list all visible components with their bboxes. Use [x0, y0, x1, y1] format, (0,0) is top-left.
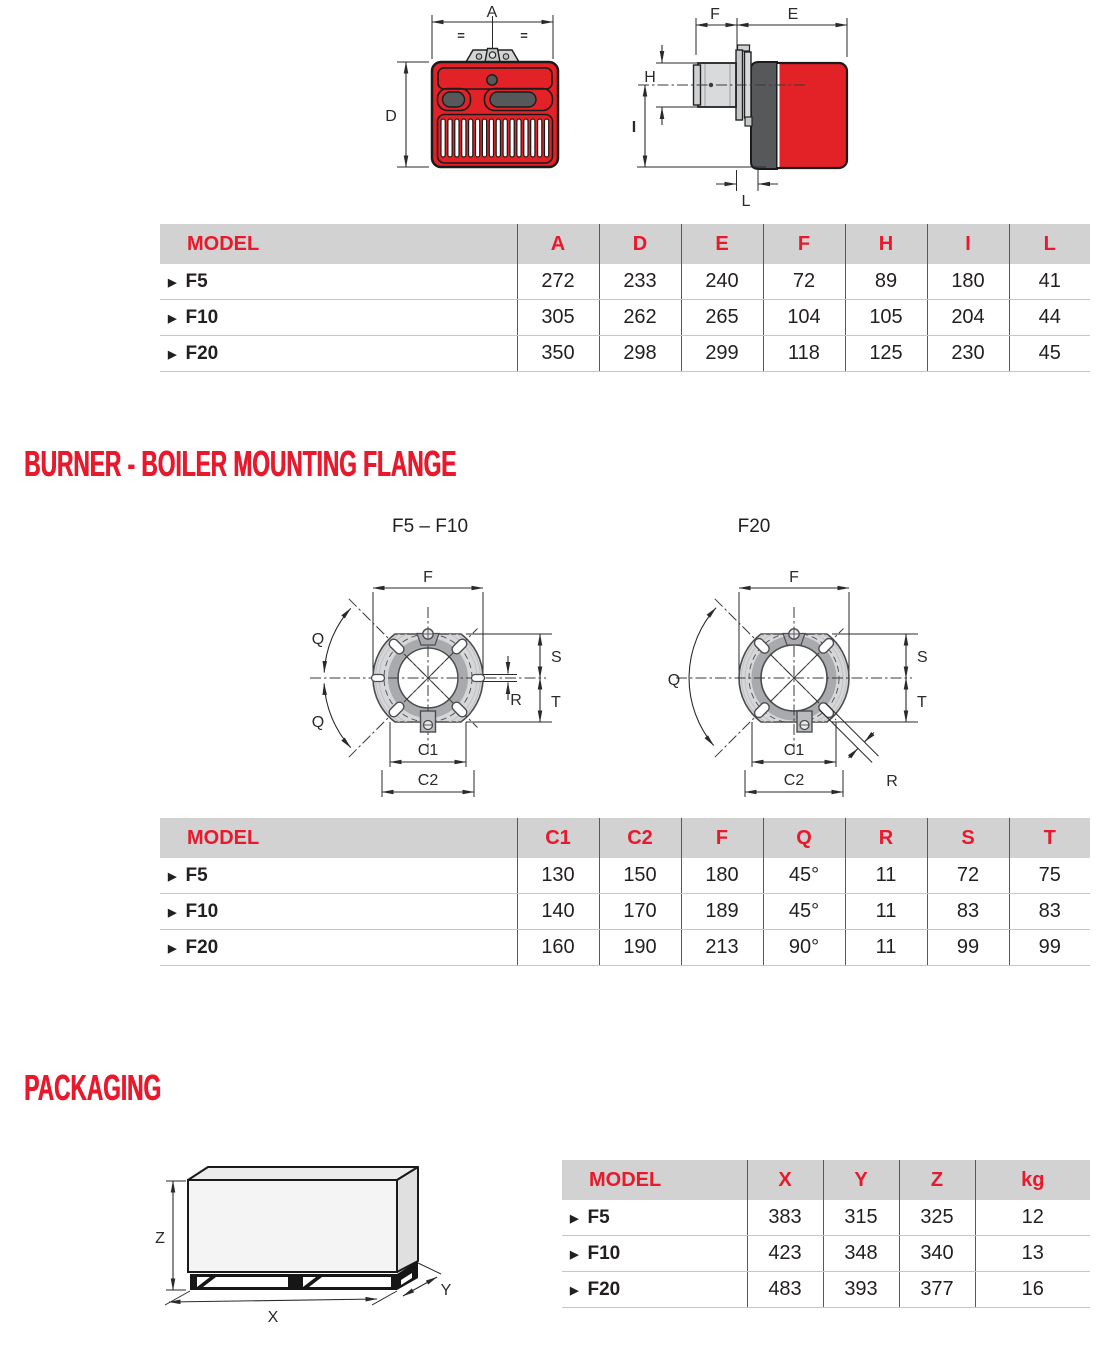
col-header: R [845, 818, 927, 858]
dim-label-i: I [631, 119, 637, 136]
cell: 393 [823, 1272, 899, 1308]
col-header: C2 [599, 818, 681, 858]
cell: 140 [517, 894, 599, 930]
col-header: S [927, 818, 1009, 858]
cell: 99 [1009, 930, 1090, 966]
cell: 89 [845, 264, 927, 300]
col-header: L [1009, 224, 1090, 264]
burner-side-view-drawing [618, 5, 903, 210]
cell: 204 [927, 300, 1009, 336]
cell: 299 [681, 336, 763, 372]
col-header: H [845, 224, 927, 264]
dim-label-a: A [486, 4, 498, 21]
row-marker-icon: ▶ [570, 1212, 579, 1225]
row-marker-icon: ▶ [570, 1284, 579, 1297]
cell: 41 [1009, 264, 1090, 300]
cell: 83 [927, 894, 1009, 930]
cell: 265 [681, 300, 763, 336]
col-header: I [927, 224, 1009, 264]
dim-label-c1: C1 [417, 742, 439, 759]
cell: 72 [763, 264, 845, 300]
dim-label-x: X [267, 1309, 279, 1326]
cell: 72 [927, 858, 1009, 894]
cell: 272 [517, 264, 599, 300]
dim-label-l: L [741, 193, 751, 210]
dim-label-c1: C1 [783, 742, 805, 759]
model-name: F10 [185, 306, 219, 328]
packaging-box-drawing [140, 1150, 485, 1346]
col-header: A [517, 224, 599, 264]
dim-label-q-lower: Q [311, 714, 325, 731]
cell: 340 [899, 1236, 975, 1272]
cell: 189 [681, 894, 763, 930]
burner-front-view-drawing [380, 5, 592, 210]
col-header-model: MODEL [160, 818, 517, 858]
cell: 240 [681, 264, 763, 300]
cell: 423 [747, 1236, 823, 1272]
dim-label-d: D [385, 108, 397, 125]
cell: 45° [763, 858, 845, 894]
sight-glass [487, 75, 497, 85]
model-name: F5 [587, 1206, 610, 1228]
col-header: kg [975, 1160, 1090, 1200]
right-port [490, 92, 536, 107]
model-name: F5 [185, 270, 208, 292]
model-name: F20 [587, 1278, 621, 1300]
cell: 150 [599, 858, 681, 894]
dim-label-h: H [644, 69, 656, 86]
cell: 11 [845, 894, 927, 930]
cell: 180 [927, 264, 1009, 300]
cell: 383 [747, 1200, 823, 1236]
table-row [160, 930, 1090, 966]
left-port [443, 92, 465, 107]
flange-small-title: F5 – F10 [391, 516, 469, 537]
table-row [160, 336, 1090, 372]
table-row [160, 894, 1090, 930]
flange-table [160, 818, 1090, 966]
row-marker-icon: ▶ [168, 348, 177, 361]
equal-mark-left: = [457, 28, 465, 43]
cell: 230 [927, 336, 1009, 372]
cell: 45 [1009, 336, 1090, 372]
dim-label-f: F [789, 569, 799, 586]
col-header: E [681, 224, 763, 264]
packaging-box [188, 1167, 418, 1272]
model-name: F20 [185, 936, 219, 958]
dim-label-y: Y [440, 1282, 452, 1299]
cell: 11 [845, 930, 927, 966]
row-marker-icon: ▶ [168, 870, 177, 883]
col-header: Y [823, 1160, 899, 1200]
cell: 170 [599, 894, 681, 930]
cell: 305 [517, 300, 599, 336]
col-header-model: MODEL [160, 224, 517, 264]
dim-label-q: Q [667, 672, 681, 689]
dim-label-c2: C2 [783, 772, 805, 789]
dimensions-table [160, 224, 1090, 372]
cell: 45° [763, 894, 845, 930]
dim-label-r: R [510, 692, 522, 709]
cell: 99 [927, 930, 1009, 966]
cell: 233 [599, 264, 681, 300]
dim-label-t: T [551, 694, 561, 711]
table-row [160, 858, 1090, 894]
dim-label-z: Z [155, 1230, 165, 1247]
cell: 118 [763, 336, 845, 372]
cell: 298 [599, 336, 681, 372]
dim-label-s: S [917, 649, 928, 666]
cell: 105 [845, 300, 927, 336]
cell: 130 [517, 858, 599, 894]
cell: 75 [1009, 858, 1090, 894]
col-header: Q [763, 818, 845, 858]
cell: 16 [975, 1272, 1090, 1308]
cell: 483 [747, 1272, 823, 1308]
row-marker-icon: ▶ [168, 906, 177, 919]
cell: 90° [763, 930, 845, 966]
row-marker-icon: ▶ [168, 276, 177, 289]
model-name: F10 [587, 1242, 621, 1264]
col-header: T [1009, 818, 1090, 858]
dim-label-f: F [710, 6, 720, 23]
packaging-table [562, 1160, 1090, 1308]
col-header: D [599, 224, 681, 264]
dim-label-r: R [886, 773, 898, 790]
flange-f20-drawing [640, 552, 970, 824]
cell: 377 [899, 1272, 975, 1308]
cell: 180 [681, 858, 763, 894]
cell: 11 [845, 858, 927, 894]
table-header-row [562, 1160, 1090, 1200]
model-name: F10 [185, 900, 219, 922]
dim-label-f: F [423, 569, 433, 586]
table-row [562, 1272, 1090, 1308]
row-marker-icon: ▶ [570, 1248, 579, 1261]
cell: 262 [599, 300, 681, 336]
col-header: C1 [517, 818, 599, 858]
dim-label-c2: C2 [417, 772, 439, 789]
col-header: F [681, 818, 763, 858]
model-name: F20 [185, 342, 219, 364]
cell: 315 [823, 1200, 899, 1236]
section-heading-flange: BURNER - BOILER MOUNTING FLANGE [24, 443, 457, 484]
cell: 213 [681, 930, 763, 966]
flange-large-title: F20 [737, 516, 771, 537]
cell: 348 [823, 1236, 899, 1272]
dim-label-s: S [551, 649, 562, 666]
dim-label-q-upper: Q [311, 631, 325, 648]
cell: 190 [599, 930, 681, 966]
table-header-row [160, 224, 1090, 264]
model-name: F5 [185, 864, 208, 886]
table-row [562, 1200, 1090, 1236]
col-header: X [747, 1160, 823, 1200]
table-row [160, 264, 1090, 300]
col-header: F [763, 224, 845, 264]
cell: 104 [763, 300, 845, 336]
table-row [562, 1236, 1090, 1272]
cell: 12 [975, 1200, 1090, 1236]
cell: 350 [517, 336, 599, 372]
cell: 125 [845, 336, 927, 372]
cell: 325 [899, 1200, 975, 1236]
table-header-row [160, 818, 1090, 858]
col-header-model: MODEL [562, 1160, 747, 1200]
row-marker-icon: ▶ [168, 312, 177, 325]
table-row [160, 300, 1090, 336]
section-heading-packaging: PACKAGING [24, 1067, 161, 1108]
burner-front-cover [751, 62, 777, 169]
mounting-bracket [466, 49, 519, 63]
cell: 160 [517, 930, 599, 966]
dim-label-e: E [787, 6, 799, 23]
row-marker-icon: ▶ [168, 942, 177, 955]
col-header: Z [899, 1160, 975, 1200]
equal-mark-right: = [520, 28, 528, 43]
cell: 44 [1009, 300, 1090, 336]
cell: 83 [1009, 894, 1090, 930]
dim-label-t: T [917, 694, 927, 711]
flange-f5-f10-drawing [280, 552, 600, 824]
cell: 13 [975, 1236, 1090, 1272]
